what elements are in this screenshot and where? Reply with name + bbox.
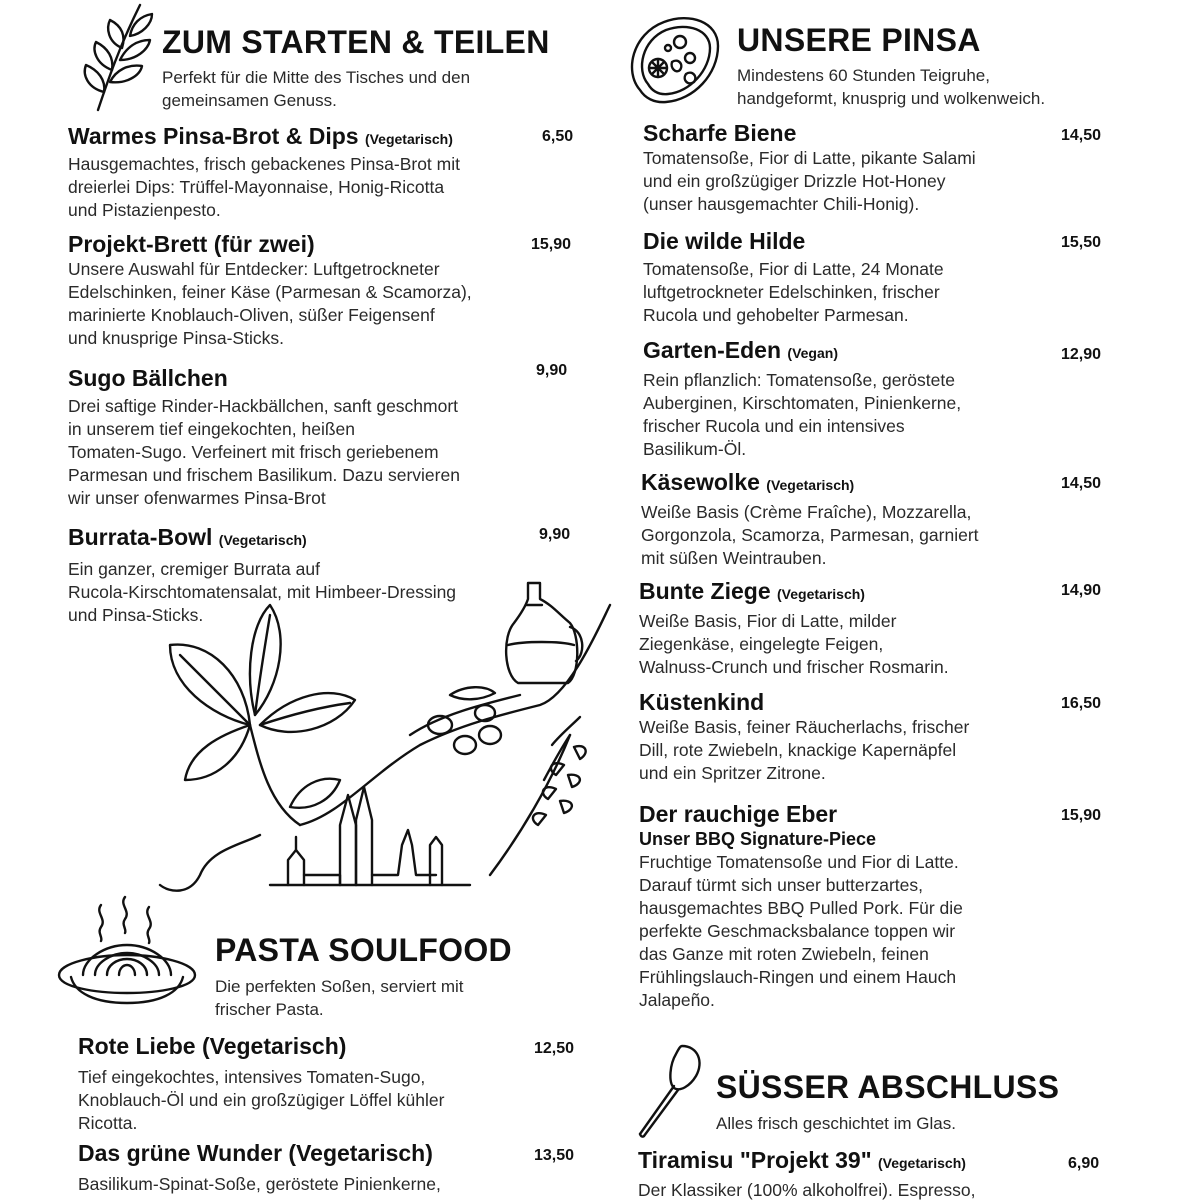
price-bunte-ziege: 14,90 (1061, 582, 1102, 599)
price-das-gruene-wunder: 13,50 (534, 1147, 575, 1164)
menu-item-die-wilde-hilde: Die wilde Hilde Tomatensoße, Fior di Latte, 24 Monate luftgetrockneter Edelschinken, frischer Rucola und gehobelter Parmesan. (643, 228, 944, 325)
price-kuestenkind: 16,50 (1061, 695, 1102, 712)
section-subtitle-pinsa: Mindestens 60 Stunden Teigruhe, handgeformt, knusprig und wolkenweich. (737, 66, 1046, 108)
pasta-bowl-icon (55, 893, 200, 1008)
section-subtitle-dessert: Alles frisch geschichtet im Glas. (716, 1114, 956, 1133)
herb-sprig-icon (80, 0, 165, 115)
menu-item-warmes-pinsa-brot: Warmes Pinsa-Brot & Dips (Vegetarisch) Hausgemachtes, frisch gebackenes Pinsa-Brot mit dreierlei Dips: Trüffel-Mayonnaise, Honig-Ricotta und Pistazienpesto. (68, 123, 460, 220)
price-scharfe-biene: 14,50 (1061, 127, 1102, 144)
menu-item-bunte-ziege: Bunte Ziege (Vegetarisch) Weiße Basis, Fior di Latte, milder Ziegenkäse, eingelegte Feigen, Walnuss-Crunch und frischer Rosmarin. (639, 578, 949, 677)
menu-item-garten-eden: Garten-Eden (Vegan) Rein pflanzlich: Tomatensoße, geröstete Auberginen, Kirschtomaten, Pinienkerne, frischer Rucola und ein intensives Basilikum-Öl. (643, 337, 962, 459)
section-subtitle-pasta: Die perfekten Soßen, serviert mit frischer Pasta. (215, 977, 464, 1019)
price-die-wilde-hilde: 15,50 (1061, 234, 1102, 251)
menu-item-sugo-baellchen: Sugo Bällchen Drei saftige Rinder-Hackbällchen, sanft geschmort in unserem tief eingekochten, heißen Tomaten-Sugo. Verfeinert mit frisch geriebenem Parmesan und frischem Basilikum. Dazu servieren wir unser ofenwarmes Pinsa-Brot (68, 365, 460, 508)
menu-item-der-rauchige-eber: Der rauchige Eber Unser BBQ Signature-Piece Fruchtige Tomatensoße und Fior di Latte. Darauf türmt sich unser butterzartes, hausgemachtes BBQ Pulled Pork. Für die perfekte Geschmacksbalance toppen wir das Ganze mit roten Zwiebeln, feinen Frühlingslauch-Ringen und einem Hauch Jalapeño. (639, 801, 963, 1010)
price-warmes-pinsa-brot: 6,50 (542, 128, 574, 145)
menu-item-burrata-bowl: Burrata-Bowl (Vegetarisch) Ein ganzer, cremiger Burrata auf Rucola-Kirschtomatensalat, mit Himbeer-Dressing und Pinsa-Sticks. (68, 524, 457, 625)
menu-item-scharfe-biene: Scharfe Biene Tomatensoße, Fior di Latte, pikante Salami und ein großzügiger Drizzle Hot-Honey (unser hausgemachter Chili-Honig). (643, 120, 976, 214)
price-rote-liebe: 12,50 (534, 1040, 575, 1057)
section-title-dessert: SÜSSER ABSCHLUSS (716, 1069, 1060, 1105)
menu-item-projekt-brett: Projekt-Brett (für zwei) Unsere Auswahl für Entdecker: Luftgetrockneter Edelschinken, feiner Käse (Parmesan & Scamorza), marinierte Knoblauch-Oliven, süßer Feigensenf und knusprige Pinsa-Sticks. (68, 231, 472, 348)
price-tiramisu: 6,90 (1068, 1155, 1100, 1172)
menu-item-kaesewolke: Käsewolke (Vegetarisch) Weiße Basis (Crème Fraîche), Mozzarella, Gorgonzola, Scamorza, Parmesan, garniert mit süßen Weintrauben. (641, 469, 979, 568)
price-burrata-bowl: 9,90 (539, 526, 571, 543)
price-garten-eden: 12,90 (1061, 346, 1102, 363)
price-projekt-brett: 15,90 (531, 236, 572, 253)
section-subtitle-starters: Perfekt für die Mitte des Tisches und den gemeinsamen Genuss. (162, 68, 471, 110)
menu-item-das-gruene-wunder: Das grüne Wunder (Vegetarisch) Basilikum-Spinat-Soße, geröstete Pinienkerne, (78, 1140, 441, 1194)
menu-item-rote-liebe: Rote Liebe (Vegetarisch) Tief eingekochtes, intensives Tomaten-Sugo, Knoblauch-Öl und ein großzügiger Löffel kühler Ricotta. (78, 1033, 445, 1133)
section-title-starters: ZUM STARTEN & TEILEN (162, 24, 550, 60)
price-kaesewolke: 14,50 (1061, 475, 1102, 492)
section-title-pinsa: UNSERE PINSA (737, 22, 981, 58)
menu-item-tiramisu: Tiramisu "Projekt 39" (Vegetarisch) Der Klassiker (100% alkoholfrei). Espresso, (638, 1147, 976, 1200)
menu-item-kuestenkind: Küstenkind Weiße Basis, feiner Räucherlachs, frischer Dill, rote Zwiebeln, knackige Kapernäpfel und ein Spritzer Zitrone. (639, 689, 970, 783)
price-sugo-baellchen: 9,90 (536, 362, 568, 379)
pinsa-icon (628, 12, 723, 107)
spoon-icon (632, 1040, 712, 1140)
price-der-rauchige-eber: 15,90 (1061, 807, 1102, 824)
section-title-pasta: PASTA SOULFOOD (215, 932, 512, 968)
